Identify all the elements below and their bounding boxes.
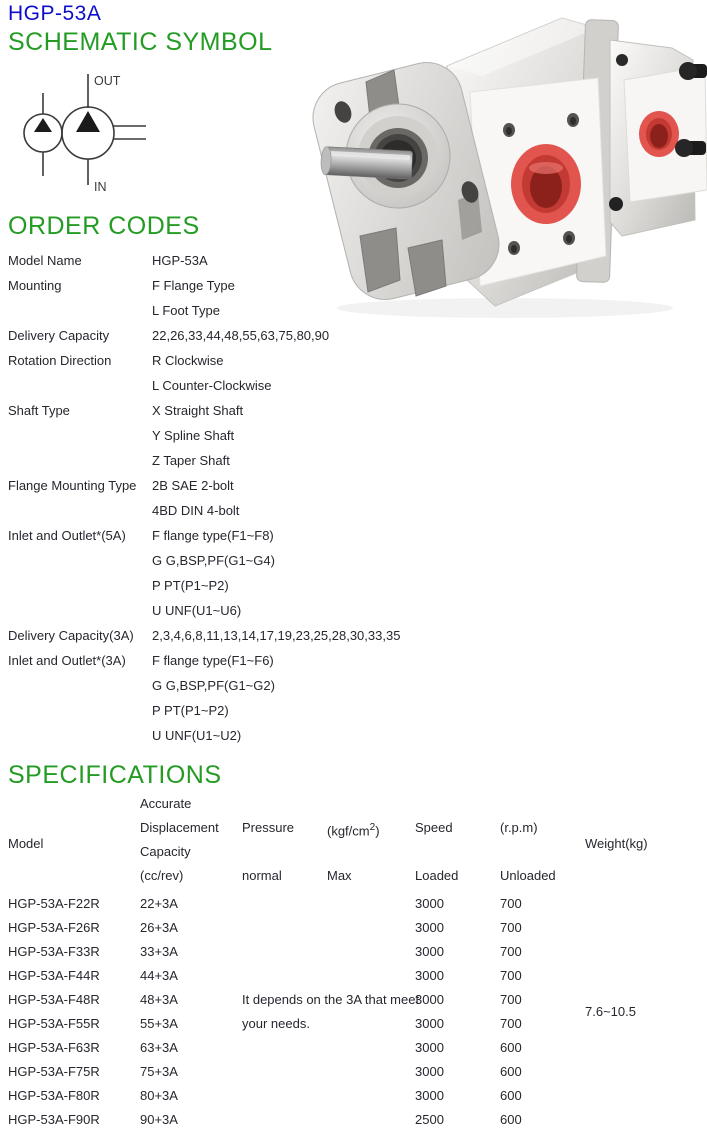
order-code-value: R Clockwise xyxy=(152,353,224,368)
col-header-weight: Weight(kg) xyxy=(585,836,648,851)
spec-cell-capacity: 33+3A xyxy=(140,944,178,959)
spec-cell-capacity: 26+3A xyxy=(140,920,178,935)
col-header-speed: Speed xyxy=(415,820,453,835)
spec-cell-model: HGP-53A-F63R xyxy=(8,1040,100,1055)
order-code-label: Model Name xyxy=(8,253,82,268)
spec-cell-capacity: 90+3A xyxy=(140,1112,178,1127)
spec-cell-model: HGP-53A-F55R xyxy=(8,1016,100,1031)
spec-cell-capacity: 63+3A xyxy=(140,1040,178,1055)
order-code-line xyxy=(8,723,568,748)
col-header-unloaded: Unloaded xyxy=(500,868,556,883)
col-header-capacity-line1: Accurate xyxy=(140,796,192,811)
weight-value: 7.6~10.5 xyxy=(585,1004,636,1019)
order-code-line xyxy=(8,473,568,498)
spec-cell-model: HGP-53A-F44R xyxy=(8,968,100,983)
order-code-label xyxy=(8,448,152,473)
order-codes-heading: ORDER CODES xyxy=(8,212,200,240)
order-code-value: L Foot Type xyxy=(152,303,220,318)
order-codes-list xyxy=(8,248,568,748)
order-code-line xyxy=(8,698,568,723)
spec-cell-unloaded: 700 xyxy=(500,1016,522,1031)
spec-cell-unloaded: 600 xyxy=(500,1112,522,1127)
order-code-label xyxy=(8,373,152,398)
order-code-line xyxy=(8,448,568,473)
order-code-label xyxy=(8,423,152,448)
spec-table-row xyxy=(0,916,707,940)
spec-cell-loaded: 3000 xyxy=(415,1016,444,1031)
col-header-normal: normal xyxy=(242,868,282,883)
order-code-line xyxy=(8,298,568,323)
order-code-label xyxy=(8,573,152,598)
order-code-line xyxy=(8,398,568,423)
spec-table-row xyxy=(0,1108,707,1132)
col-header-loaded: Loaded xyxy=(415,868,459,883)
order-code-value: Z Taper Shaft xyxy=(152,453,230,468)
order-code-label: Mounting xyxy=(8,278,62,293)
spec-cell-model: HGP-53A-F75R xyxy=(8,1064,100,1079)
schematic-symbol-heading: SCHEMATIC SYMBOL xyxy=(8,28,273,56)
col-header-capacity-line3: Capacity xyxy=(140,844,191,859)
order-code-label xyxy=(8,723,152,748)
order-code-value: X Straight Shaft xyxy=(152,403,244,418)
order-code-line xyxy=(8,423,568,448)
spec-table-row xyxy=(0,964,707,988)
order-code-line xyxy=(8,273,568,298)
order-code-line xyxy=(8,573,568,598)
order-code-line xyxy=(8,323,568,348)
spec-cell-loaded: 3000 xyxy=(415,992,444,1007)
col-header-capacity-line2: Displacement xyxy=(140,820,219,835)
spec-table-row xyxy=(0,1036,707,1060)
order-code-line xyxy=(8,498,568,523)
pressure-unit-close: ) xyxy=(375,823,380,839)
order-code-value: U UNF(U1~U6) xyxy=(152,603,242,618)
order-code-value: G G,BSP,PF(G1~G4) xyxy=(152,553,275,568)
spec-cell-unloaded: 600 xyxy=(500,1088,522,1103)
order-code-line xyxy=(8,623,568,648)
order-code-line xyxy=(8,548,568,573)
spec-cell-loaded: 2500 xyxy=(415,1112,444,1127)
spec-cell-loaded: 3000 xyxy=(415,1040,444,1055)
spec-cell-loaded: 3000 xyxy=(415,968,444,983)
order-code-value: U UNF(U1~U2) xyxy=(152,728,242,743)
order-code-line xyxy=(8,673,568,698)
spec-cell-unloaded: 700 xyxy=(500,968,522,983)
spec-cell-loaded: 3000 xyxy=(415,944,444,959)
in-label: IN xyxy=(94,180,107,194)
spec-cell-loaded: 3000 xyxy=(415,1088,444,1103)
order-code-line xyxy=(8,373,568,398)
spec-table-row xyxy=(0,892,707,916)
order-code-label: Flange Mounting Type xyxy=(8,478,137,493)
spec-cell-model: HGP-53A-F48R xyxy=(8,992,100,1007)
pressure-unit-base: (kgf/cm xyxy=(327,823,370,839)
col-header-model: Model xyxy=(8,836,44,851)
order-code-line xyxy=(8,648,568,673)
pressure-unit-sup: 2 xyxy=(369,822,376,833)
order-code-value: P PT(P1~P2) xyxy=(152,578,229,593)
order-code-line xyxy=(8,248,568,273)
spec-cell-capacity: 44+3A xyxy=(140,968,178,983)
spec-cell-loaded: 3000 xyxy=(415,1064,444,1079)
order-code-label xyxy=(8,698,152,723)
order-code-value: P PT(P1~P2) xyxy=(152,703,229,718)
order-code-label: Delivery Capacity xyxy=(8,328,110,343)
spec-cell-unloaded: 700 xyxy=(500,944,522,959)
order-code-value: F flange type(F1~F6) xyxy=(152,653,274,668)
col-header-pressure-unit xyxy=(327,820,380,839)
order-code-label xyxy=(8,498,152,523)
specifications-heading: SPECIFICATIONS xyxy=(8,761,222,789)
spec-cell-unloaded: 700 xyxy=(500,992,522,1007)
spec-table-row xyxy=(0,1084,707,1108)
order-code-value: 2B SAE 2-bolt xyxy=(152,478,234,493)
pump-schematic-symbol xyxy=(8,66,178,206)
spec-cell-unloaded: 600 xyxy=(500,1040,522,1055)
col-header-pressure: Pressure xyxy=(242,820,295,835)
spec-cell-capacity: 80+3A xyxy=(140,1088,178,1103)
order-code-line xyxy=(8,523,568,548)
spec-cell-capacity: 75+3A xyxy=(140,1064,178,1079)
spec-table-body xyxy=(0,892,707,1132)
order-code-value: 22,26,33,44,48,55,63,75,80,90 xyxy=(152,328,330,343)
col-header-max: Max xyxy=(327,868,352,883)
order-code-line xyxy=(8,348,568,373)
order-code-label xyxy=(8,598,152,623)
spec-table-row xyxy=(0,940,707,964)
spec-cell-model: HGP-53A-F80R xyxy=(8,1088,100,1103)
spec-cell-unloaded: 600 xyxy=(500,1064,522,1079)
spec-cell-capacity: 22+3A xyxy=(140,896,178,911)
spec-cell-unloaded: 700 xyxy=(500,920,522,935)
order-code-label: Delivery Capacity(3A) xyxy=(8,628,134,643)
order-code-value: HGP-53A xyxy=(152,253,208,268)
page-title: HGP-53A xyxy=(8,2,102,25)
main-pump-flow-triangle-icon xyxy=(76,111,100,132)
secondary-pump-flow-triangle-icon xyxy=(34,118,52,132)
order-code-label: Inlet and Outlet*(3A) xyxy=(8,653,126,668)
spec-cell-model: HGP-53A-F22R xyxy=(8,896,100,911)
spec-cell-capacity: 55+3A xyxy=(140,1016,178,1031)
spec-table-header xyxy=(0,796,707,892)
order-code-value: 4BD DIN 4-bolt xyxy=(152,503,240,518)
order-code-value: G G,BSP,PF(G1~G2) xyxy=(152,678,275,693)
order-code-label: Rotation Direction xyxy=(8,353,112,368)
spec-cell-loaded: 3000 xyxy=(415,896,444,911)
order-code-label xyxy=(8,673,152,698)
pressure-note-line2: your needs. xyxy=(242,1016,310,1031)
spec-cell-loaded: 3000 xyxy=(415,920,444,935)
spec-cell-unloaded: 700 xyxy=(500,896,522,911)
order-code-value: L Counter-Clockwise xyxy=(152,378,272,393)
order-code-label: Shaft Type xyxy=(8,403,70,418)
pressure-note-line1: It depends on the 3A that meet xyxy=(242,992,420,1007)
spec-cell-model: HGP-53A-F33R xyxy=(8,944,100,959)
order-code-value: F Flange Type xyxy=(152,278,235,293)
col-header-capacity-unit: (cc/rev) xyxy=(140,868,184,883)
order-code-label xyxy=(8,548,152,573)
order-code-label xyxy=(8,298,152,323)
order-code-value: 2,3,4,6,8,11,13,14,17,19,23,25,28,30,33,35 xyxy=(152,628,401,643)
spec-table-row xyxy=(0,1060,707,1084)
spec-cell-model: HGP-53A-F90R xyxy=(8,1112,100,1127)
pressure-note xyxy=(242,988,427,1036)
order-code-value: Y Spline Shaft xyxy=(152,428,235,443)
spec-cell-model: HGP-53A-F26R xyxy=(8,920,100,935)
order-code-line xyxy=(8,598,568,623)
order-code-value: F flange type(F1~F8) xyxy=(152,528,274,543)
spec-cell-capacity: 48+3A xyxy=(140,992,178,1007)
out-label: OUT xyxy=(94,74,121,88)
col-header-rpm-unit: (r.p.m) xyxy=(500,820,538,835)
order-code-label: Inlet and Outlet*(5A) xyxy=(8,528,126,543)
